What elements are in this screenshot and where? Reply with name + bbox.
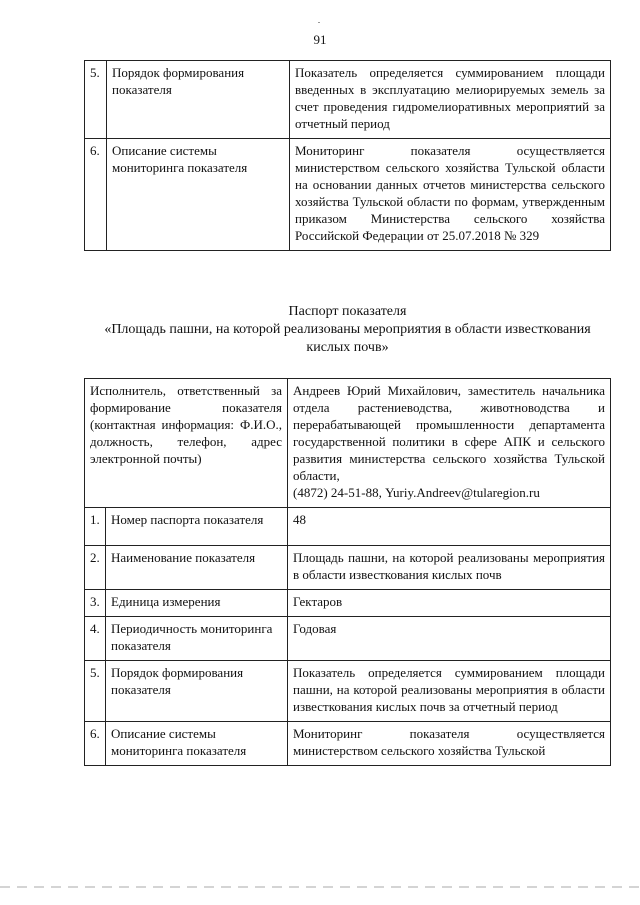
table-row [85, 617, 611, 661]
row-label: Номер паспорта показателя [106, 508, 288, 546]
executor-label: Исполнитель, ответственный за формирование показателя (контактная информация: Ф.И.О., должность, телефон, адрес электронной почты) [85, 379, 288, 508]
row-number: 1. [85, 508, 106, 546]
row-label: Порядок формирования показателя [107, 61, 290, 139]
executor-value [288, 379, 611, 508]
row-value: Гектаров [288, 590, 611, 617]
row-number: 6. [85, 139, 107, 251]
table-row [85, 61, 611, 139]
indicator-passport-table [84, 378, 611, 766]
executor-row [85, 379, 611, 508]
row-label: Описание системы мониторинга показателя [107, 139, 290, 251]
executor-name-position: Андреев Юрий Михайлович, заместитель начальника отдела растениеводства, животноводства и перерабатывающей промышленности департамента государственной политики в сфере АПК и сельского развития министерства сельского хозяйства Тульской области, [293, 383, 605, 483]
page-number: 91 [313, 32, 327, 47]
row-value: 48 [288, 508, 611, 546]
row-label: Периодичность мониторинга показателя [106, 617, 288, 661]
row-label: Описание системы мониторинга показателя [106, 722, 288, 766]
row-number: 6. [85, 722, 106, 766]
table-row [85, 508, 611, 546]
row-label: Порядок формирования показателя [106, 661, 288, 722]
row-value: Годовая [288, 617, 611, 661]
row-number: 3. [85, 590, 106, 617]
passport-title: Паспорт показателя [288, 304, 407, 319]
indicator-table-continued [84, 60, 611, 251]
passport-heading [84, 303, 611, 357]
table-row [85, 722, 611, 766]
table-row [85, 546, 611, 590]
row-number: 4. [85, 617, 106, 661]
row-number: 2. [85, 546, 106, 590]
table-row [85, 139, 611, 251]
passport-subtitle: «Площадь пашни, на которой реализованы мероприятия в области известкования кислых почв» [104, 322, 591, 355]
row-number: 5. [85, 61, 107, 139]
row-value: Показатель определяется суммированием площади пашни, на которой реализованы мероприятия в области известкования кислых почв за отчетный период [288, 661, 611, 722]
scan-edge-artifact [0, 886, 640, 888]
row-number: 5. [85, 661, 106, 722]
row-label: Наименование показателя [106, 546, 288, 590]
row-value: Площадь пашни, на которой реализованы мероприятия в области известкования кислых почв [288, 546, 611, 590]
row-label: Единица измерения [106, 590, 288, 617]
row-value: Мониторинг показателя осуществляется министерством сельского хозяйства Тульской области на основании данных отчетов министерства сельского хозяйства Тульской области по формам, утвержденным приказом Министерства сельского хозяйства Российской Федерации от 25.07.2018 № 329 [290, 139, 611, 251]
row-value: Показатель определяется суммированием площади введенных в эксплуатацию мелиорируемых земель за счет проведения гидромелиоративных мероприятий за отчетный период [290, 61, 611, 139]
table-row [85, 661, 611, 722]
table-row [85, 590, 611, 617]
executor-contact: (4872) 24-51-88, Yuriy.Andreev@tularegion.ru [293, 485, 540, 500]
scan-speck [318, 22, 320, 23]
row-value: Мониторинг показателя осуществляется министерством сельского хозяйства Тульской [288, 722, 611, 766]
